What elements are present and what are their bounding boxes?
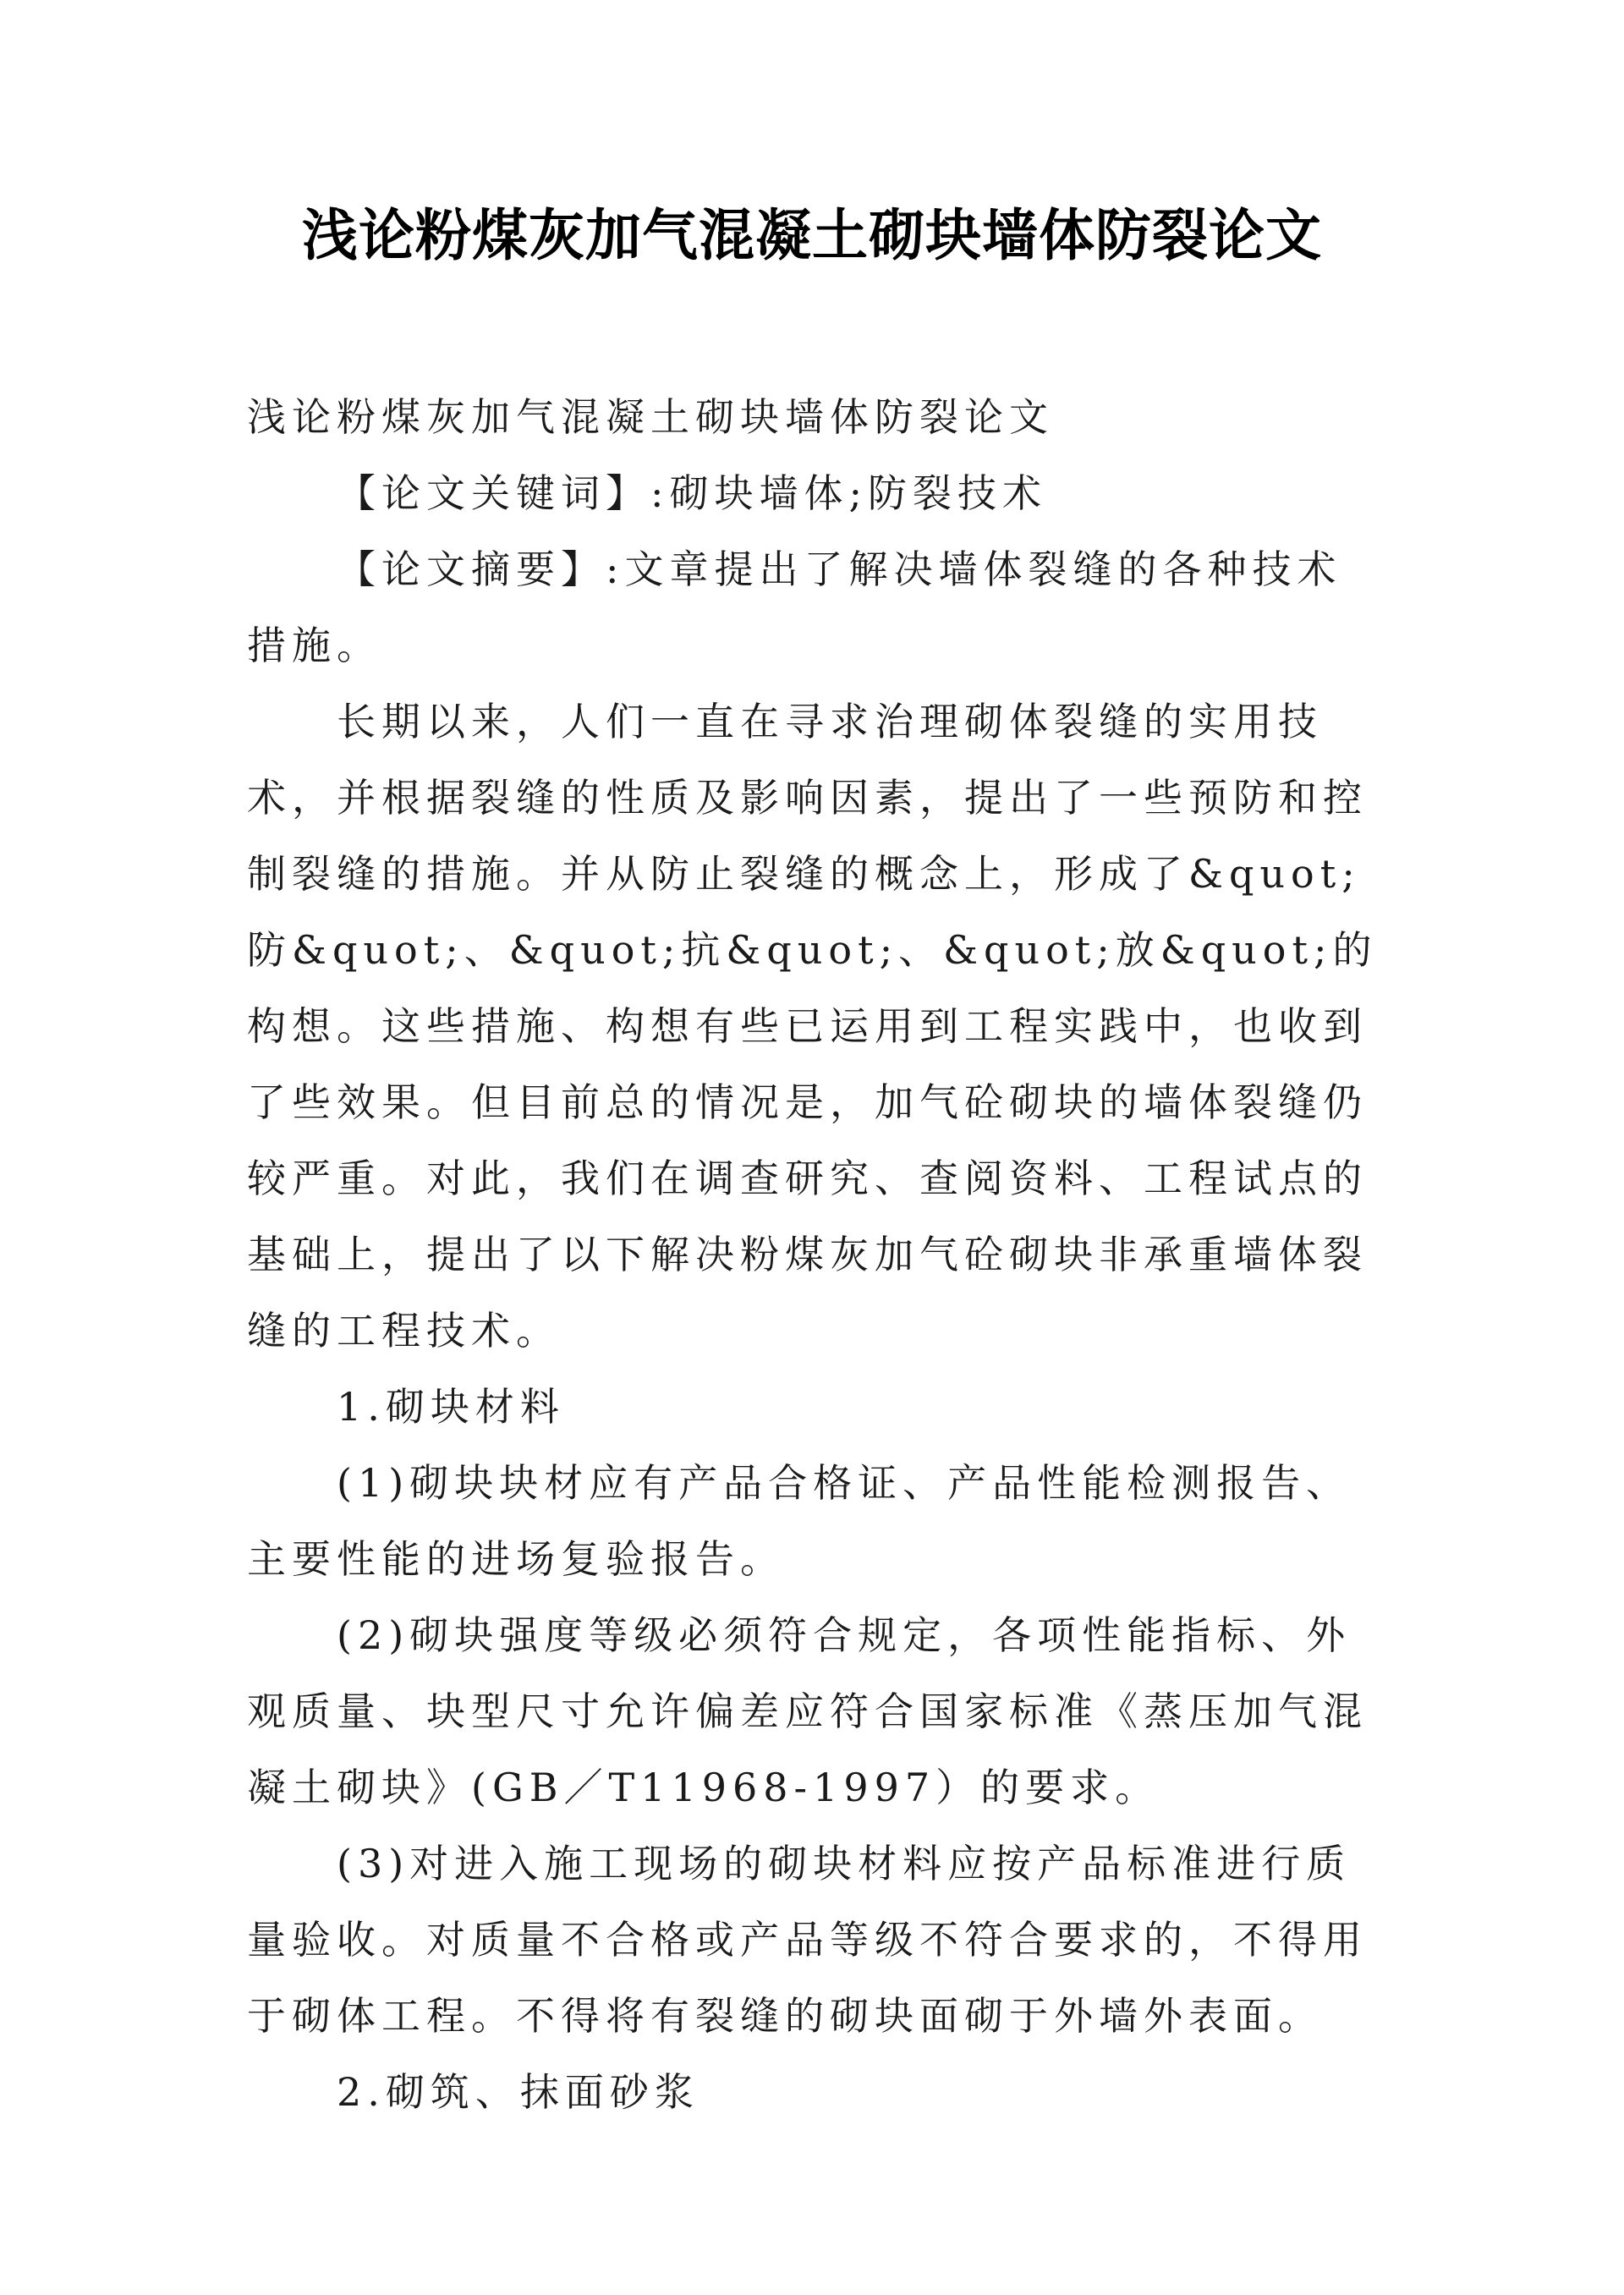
keywords-label: 【论文关键词】: [337,470,670,516]
document-subtitle: 浅论粉煤灰加气混凝土砌块墙体防裂论文 [247,394,1054,440]
document-title: 浅论粉煤灰加气混凝土砌块墙体防裂论文 [302,202,1322,268]
body-paragraph: (3)对进入施工现场的砌块材料应按产品标准进行质量验收。对质量不合格或产品等级不符合要求的，不得用于砌体工程。不得将有裂缝的砌块面砌于外墙外表面。 [247,1841,1368,2039]
body-paragraph: (2)砌块强度等级必须符合规定，各项性能指标、外观质量、块型尺寸允许偏差应符合国家标准《蒸压加气混凝土砌块》(GB／T11968-1997）的要求。 [247,1612,1368,1810]
document-body [247,379,1384,2130]
keywords-value: 砌块墙体;防裂技术 [669,470,1047,516]
section-heading: 2.砌筑、抹面砂浆 [337,2069,700,2115]
body-paragraph: (1)砌块块材应有产品合格证、产品性能检测报告、主要性能的进场复验报告。 [247,1460,1352,1582]
abstract-label: 【论文摘要】: [337,546,625,592]
abstract-line [247,531,1384,684]
section-heading: 1.砌块材料 [337,1384,565,1430]
keywords-line [247,455,1384,531]
body-paragraph: 长期以来，人们一直在寻求治理砌体裂缝的实用技术，并根据裂缝的性质及影响因素，提出了一些预防和控制裂缝的措施。并从防止裂缝的概念上，形成了&quot;防&quot;、&quot;抗&quot;、&quot;放&quot;的构想。这些措施、构想有些已运用到工程实践中，也收到了些效果。但目前总的情况是，加气砼砌块的墙体裂缝仍较严重。对此，我们在调查研究、查阅资料、工程试点的基础上，提出了以下解决粉煤灰加气砼砌块非承重墙体裂缝的工程技术。 [247,699,1378,1353]
abstract-value: 文章提出了解决墙体裂缝的各种技术措施。 [247,546,1342,668]
